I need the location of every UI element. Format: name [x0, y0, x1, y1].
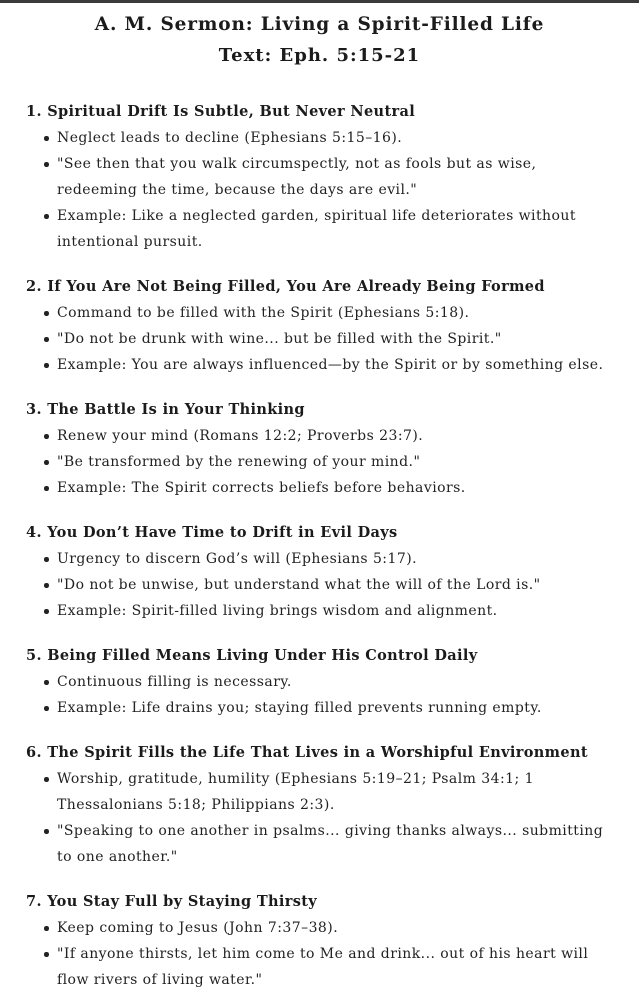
- bullet-item: Continuous filling is necessary.: [57, 669, 613, 695]
- section-bullet-list: [26, 125, 613, 255]
- section-heading: 1. Spiritual Drift Is Subtle, But Never Neutral: [26, 103, 416, 120]
- bullet-item: Example: Spirit-filled living brings wisdom and alignment.: [57, 598, 613, 624]
- section-heading: 6. The Spirit Fills the Life That Lives in a Worshipful Environment: [26, 744, 588, 761]
- outline-section-1: [26, 99, 613, 255]
- document-header: [0, 3, 639, 71]
- bullet-item: "Speaking to one another in psalms... giving thanks always... submitting to one another.": [57, 818, 613, 870]
- section-heading: 3. The Battle Is in Your Thinking: [26, 401, 305, 418]
- bullet-item: Example: Like a neglected garden, spiritual life deteriorates without intentional pursuit.: [57, 203, 613, 255]
- bullet-item: Keep coming to Jesus (John 7:37–38).: [57, 915, 613, 941]
- bullet-item: Command to be filled with the Spirit (Ephesians 5:18).: [57, 300, 613, 326]
- bullet-item: "Do not be unwise, but understand what the will of the Lord is.": [57, 572, 613, 598]
- bullet-item: "Be transformed by the renewing of your mind.": [57, 449, 613, 475]
- page-title: A. M. Sermon: Living a Spirit-Filled Life: [94, 14, 545, 35]
- section-bullet-list: [26, 546, 613, 624]
- section-bullet-list: [26, 915, 613, 993]
- outline-section-7: [26, 889, 613, 993]
- bullet-item: "If anyone thirsts, let him come to Me and drink... out of his heart will flow rivers of living water.": [57, 941, 613, 993]
- bullet-item: Example: Life drains you; staying filled prevents running empty.: [57, 695, 613, 721]
- section-heading: 5. Being Filled Means Living Under His Control Daily: [26, 647, 478, 664]
- section-heading: 7. You Stay Full by Staying Thirsty: [26, 893, 318, 910]
- section-bullet-list: [26, 423, 613, 501]
- page-subtitle: Text: Eph. 5:15-21: [218, 45, 421, 66]
- outline-section-2: [26, 274, 613, 378]
- section-bullet-list: [26, 669, 613, 721]
- bullet-item: Worship, gratitude, humility (Ephesians 5:19–21; Psalm 34:1; 1 Thessalonians 5:18; Philippians 2:3).: [57, 766, 613, 818]
- outline-section-6: [26, 740, 613, 870]
- section-bullet-list: [26, 300, 613, 378]
- bullet-item: Neglect leads to decline (Ephesians 5:15–16).: [57, 125, 613, 151]
- outline-body: [0, 99, 639, 993]
- bullet-item: "See then that you walk circumspectly, not as fools but as wise, redeeming the time, because the days are evil.": [57, 151, 613, 203]
- bullet-item: Example: The Spirit corrects beliefs before behaviors.: [57, 475, 613, 501]
- bullet-item: Example: You are always influenced—by the Spirit or by something else.: [57, 352, 613, 378]
- outline-section-4: [26, 520, 613, 624]
- section-bullet-list: [26, 766, 613, 870]
- bullet-item: Urgency to discern God’s will (Ephesians 5:17).: [57, 546, 613, 572]
- outline-section-5: [26, 643, 613, 721]
- section-heading: 2. If You Are Not Being Filled, You Are Already Being Formed: [26, 278, 545, 295]
- bullet-item: Renew your mind (Romans 12:2; Proverbs 23:7).: [57, 423, 613, 449]
- bullet-item: "Do not be drunk with wine... but be filled with the Spirit.": [57, 326, 613, 352]
- outline-section-3: [26, 397, 613, 501]
- section-heading: 4. You Don’t Have Time to Drift in Evil Days: [26, 524, 398, 541]
